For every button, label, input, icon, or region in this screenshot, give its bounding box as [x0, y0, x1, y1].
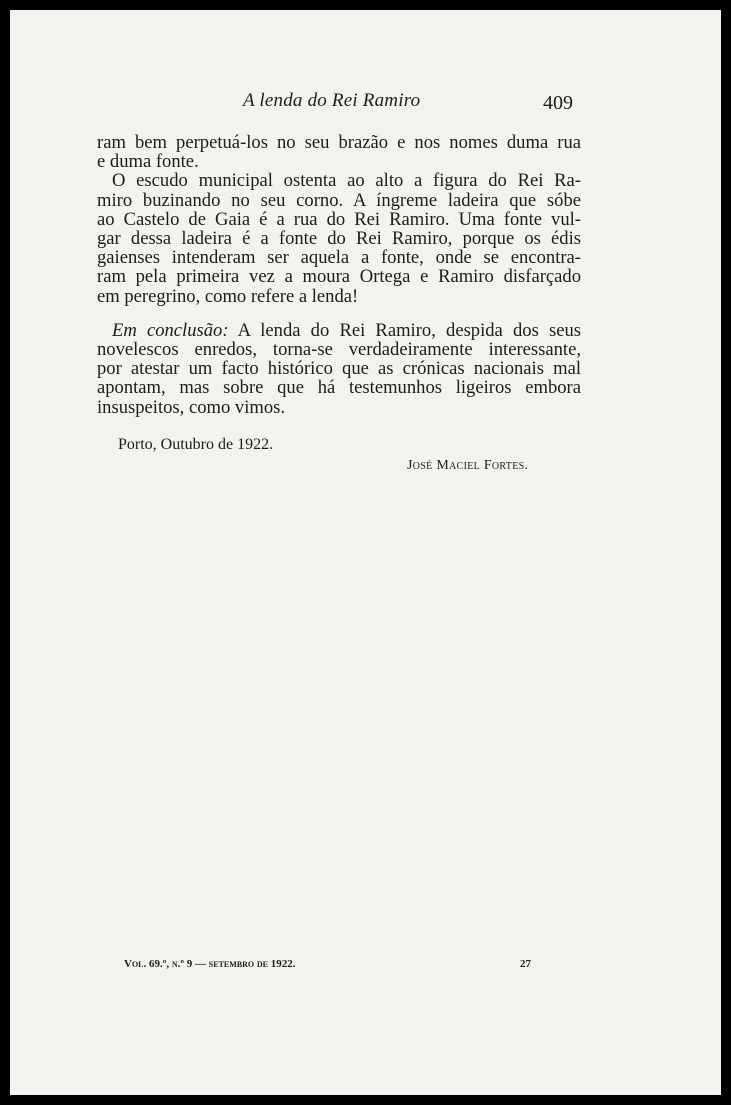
text-line: ao Castelo de Gaia é a rua do Rei Ramiro. Uma fonte vul-	[97, 208, 581, 230]
text-line: miro buzinando no seu corno. A íngreme ladeira que sóbe	[97, 189, 581, 211]
text-line: ram pela primeira vez a moura Ortega e Ramiro disfarçado	[97, 266, 581, 288]
paragraph-1	[97, 133, 581, 171]
author-signature: José Maciel Fortes.	[407, 458, 529, 473]
text-line: insuspeitos, como vimos.	[97, 396, 286, 418]
paragraph-3	[97, 321, 581, 417]
footer-volume-info: Vol. 69.º, n.º 9 — setembro de 1922.	[124, 958, 296, 970]
conclusion-lead: Em conclusão:	[112, 319, 229, 341]
text-line: gaienses intenderam ser aquela a fonte, onde se encontra-	[97, 247, 581, 269]
text-line	[97, 321, 581, 340]
conclusion-text: A lenda do Rei Ramiro, despida dos seus	[228, 319, 581, 341]
text-line: em peregrino, como refere a lenda!	[97, 285, 359, 307]
footer-signature-mark: 27	[520, 958, 531, 970]
text-line: O escudo municipal ostenta ao alto a figura do Rei Ra-	[112, 170, 581, 192]
page-number: 409	[543, 92, 573, 114]
text-line: gar dessa ladeira é a fonte do Rei Ramiro, porque os édis	[97, 228, 581, 250]
document-page	[10, 10, 721, 1095]
running-header-title: A lenda do Rei Ramiro	[243, 90, 421, 111]
paragraph-spacer	[97, 306, 581, 321]
paragraph-2	[97, 171, 581, 305]
place-date: Porto, Outubro de 1922.	[118, 436, 274, 453]
body-text	[97, 133, 581, 417]
text-line: por atestar um facto histórico que as crónicas nacionais mal	[97, 358, 581, 380]
text-line: e duma fonte.	[97, 151, 199, 173]
text-line: novelescos enredos, torna-se verdadeiramente interessante,	[97, 339, 581, 361]
text-line: apontam, mas sobre que há testemunhos ligeiros embora	[97, 377, 581, 399]
text-line: ram bem perpetuá-los no seu brazão e nos nomes duma rua	[97, 132, 581, 153]
